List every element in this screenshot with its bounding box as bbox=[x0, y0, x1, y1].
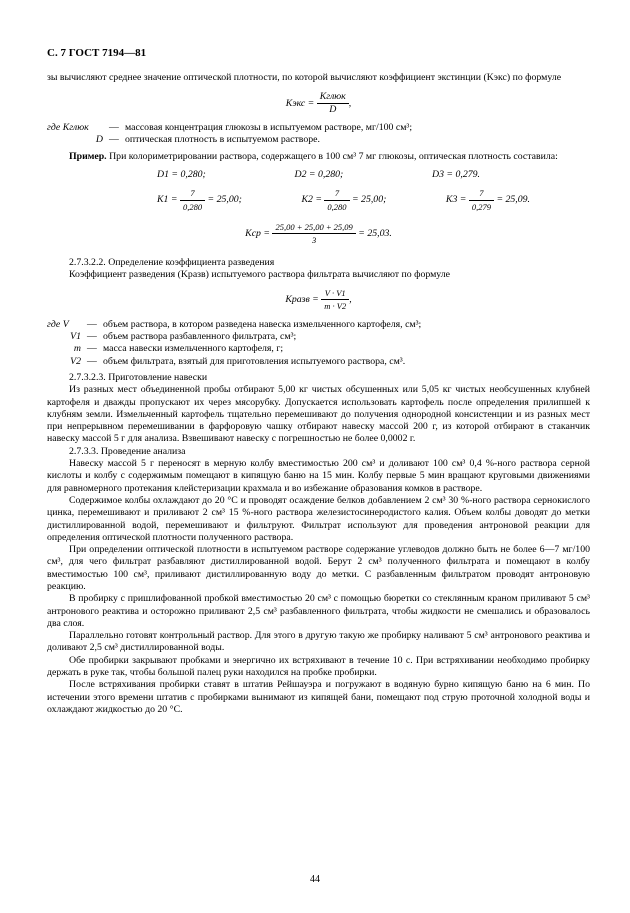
document-page bbox=[47, 47, 590, 716]
intro-paragraph: зы вычисляют среднее значение оптической плотности, по которой вычисляют коэффициент экстинции (Kэкс) по формуле bbox=[47, 72, 562, 84]
paragraph-analysis-5: Параллельно готовят контрольный раствор. Для этого в другую такую же пробирку наливают 5 см³ антронового реактива и доливают 2,5 см³ дистиллированной воды. bbox=[47, 630, 590, 654]
section-2-7-3-2-2: 2.7.3.2.2. Определение коэффициента разведения bbox=[69, 256, 275, 268]
definitions-1 bbox=[47, 122, 590, 147]
paragraph-analysis-1: Навеску массой 5 г переносят в мерную колбу вместимостью 200 см³ и доливают 100 см³ 0,4 %-ного раствора серной кислоты и колбу с содержимым помещают в кипящую баню на 15 мин. Колбу первые 5 мин вращают круговыми движениями для равномерного протекания клейстеризации крахмала и во избежание образования комков в растворе. bbox=[47, 458, 590, 494]
paragraph-analysis-3: При определении оптической плотности в испытуемом растворе содержание углеводов должно быть не более 6—7 мг/100 см³, для чего фильтрат разбавляют дистиллированной водой. Берут 2 см³ полученного фильтрата и помещают в колбу вместимостью 100 см³, приливают дистиллированную воду до метки. С разбавленным фильтратом проводят антроновую реакцию. bbox=[47, 544, 590, 592]
definition-row: где Kглюк — массовая концентрация глюкозы в испытуемом растворе, мг/100 см³; bbox=[47, 122, 413, 134]
formula-dilution: Kразв = $\frac{V \cdot V1}{m \cdot V2}$ , bbox=[285, 288, 352, 312]
example-paragraph: Пример. При колориметрировании раствора, содержащего в 100 см³ 7 мг глюкозы, оптическая плотность составила: bbox=[69, 150, 558, 162]
dilution-intro: Коэффициент разведения (Kразв) испытуемого раствора фильтрата вычисляют по формуле bbox=[69, 268, 451, 280]
paragraph-analysis-7: После встряхивания пробирки ставят в штатив Рейшауэра и погружают в водяную бурно кипящую баню на 6 мин. По истечении этого времени штатив с пробирками вынимают из кипящей бани, помещают под струю проточной холодной воды и охлаждают жидкостью до 20 °С. bbox=[47, 679, 590, 715]
definition-row: V1 — объем раствора разбавленного фильтрата, см³; bbox=[70, 331, 297, 343]
section-2-7-3-2-3: 2.7.3.2.3. Приготовление навески bbox=[69, 371, 208, 383]
k-values-row: K1 = $\frac{7}{0,280}$ = 25,00; K2 = $\frac{7}{0,280}$ = 25,00; K3 = $\frac{7}{0,279}$ = 25,09. bbox=[157, 188, 530, 212]
paragraph-sample-prep: Из разных мест объединенной пробы отбирают 5,00 кг чистых обсушенных или 5,05 кг чистых необсушенных клубней картофеля и дважды пропускают их через мясорубку. Допускается использовать картофель после определения прилипшей к клубням земли. Измельченный картофель тщательно перемешивают до получения однородной консистенции и из разных мест при непрерывном перемешивании в фарфоровую чашку отбирают навеску массой 200 г, из которой отбирают в стаканчик навеску массой 5 г для анализа. Взвешивают навеску с погрешностью не более 0,0002 г. bbox=[47, 384, 590, 445]
definition-row: D — оптическая плотность в испытуемом растворе. bbox=[95, 134, 320, 146]
page-number: 44 bbox=[310, 874, 320, 885]
paragraph-analysis-2: Содержимое колбы охлаждают до 20 °С и проводят осаждение белков добавлением 2 см³ 30 %-ного раствора сернокислого цинка, перемешивают и приливают 2 см³ 15 %-ного раствора железистосинеродистого калия. Объем колбы доводят до метки дистиллированной водой, перемешивают и фильтруют. Фильтрат используют для проведения антроновой реакции для определения оптической плотности полученного раствора. bbox=[47, 494, 590, 543]
formula-extinction: Kэкс = $\frac{\text{Kглюк}}{D}$ , bbox=[285, 90, 352, 115]
formula-average: Kср = $\frac{25,00 + 25,00 + 25,09}{3}$ = 25,03. bbox=[245, 221, 392, 246]
paragraph-analysis-6: Обе пробирки закрывают пробками и энергично их встряхивают в течение 10 с. При встряхивании необходимо пробирку держать в руке так, чтобы большой палец руки находился на пробке пробирки. bbox=[47, 654, 590, 679]
page-header: С. 7 ГОСТ 7194—81 bbox=[47, 47, 147, 59]
paragraph-analysis-4: В пробирку с пришлифованной пробкой вместимостью 20 см³ с помощью бюретки со стеклянным краном приливают 5 см³ антронового реактива и осторожно приливают 2,5 см³ разбавленного фильтрата, чтобы жидкости не смешались и образовалось два слоя. bbox=[47, 593, 590, 629]
definition-row: где V — объем раствора, в котором разведена навеска измельченного картофеля, см³; bbox=[47, 318, 422, 330]
definition-row: V2 — объем фильтрата, взятый для приготовления испытуемого раствора, см³. bbox=[70, 355, 406, 367]
definitions-2 bbox=[47, 319, 590, 368]
section-2-7-3-3: 2.7.3.3. Проведение анализа bbox=[69, 445, 186, 457]
d-values-row: D1 = 0,280; D2 = 0,280; D3 = 0,279. bbox=[157, 169, 480, 181]
definition-row: m — масса навески измельченного картофеля, г; bbox=[73, 343, 284, 355]
